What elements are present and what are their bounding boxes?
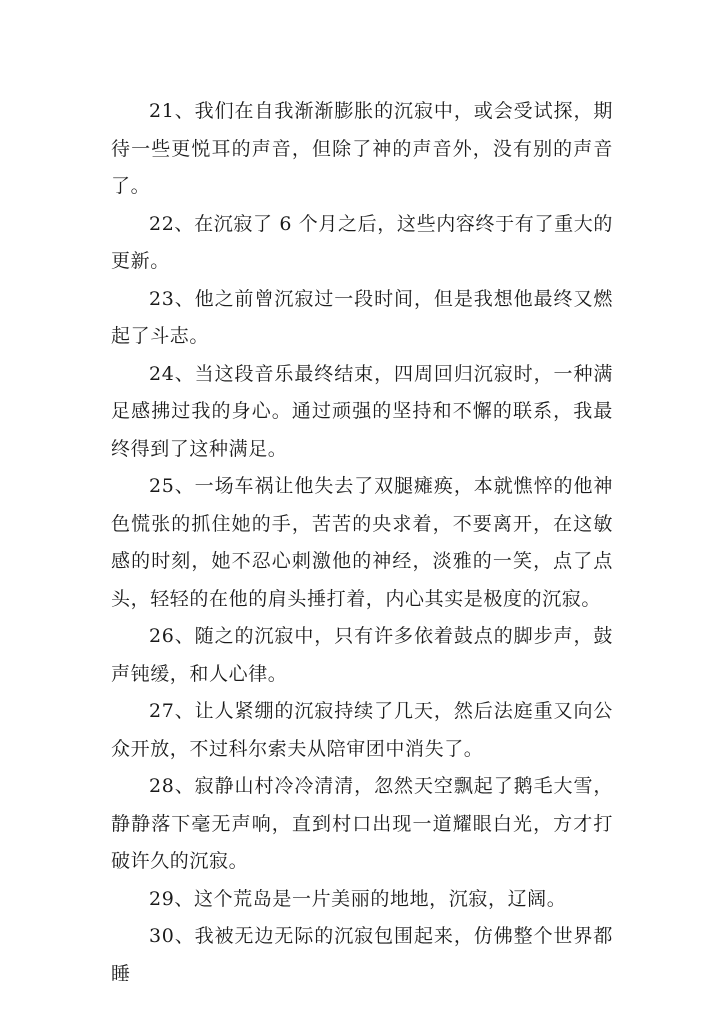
- paragraph-24: 24、当这段音乐最终结束，四周回归沉寂时，一种满足感拂过我的身心。通过顽强的坚持和不懈的联系，我最终得到了这种满足。: [111, 362, 613, 460]
- paragraph-26: 26、随之的沉寂中，只有许多依着鼓点的脚步声，鼓声钝缓，和人心律。: [111, 625, 613, 685]
- paragraph-27: 27、让人紧绷的沉寂持续了几天，然后法庭重又向公众开放，不过科尔索夫从陪审团中消失了。: [111, 700, 613, 760]
- paragraph-30: 30、我被无边无际的沉寂包围起来，仿佛整个世界都睡: [111, 925, 613, 985]
- paragraph-23: 23、他之前曾沉寂过一段时间，但是我想他最终又燃起了斗志。: [111, 287, 613, 347]
- paragraph-22: 22、在沉寂了 6 个月之后，这些内容终于有了重大的更新。: [111, 212, 613, 272]
- paragraph-29: 29、这个荒岛是一片美丽的地地，沉寂，辽阔。: [149, 887, 567, 910]
- paragraph-28: 28、寂静山村冷冷清清，忽然天空飘起了鹅毛大雪，静静落下毫无声响，直到村口出现一道耀眼白光，方才打破许久的沉寂。: [111, 775, 613, 872]
- paragraph-21: 21、我们在自我渐渐膨胀的沉寂中，或会受试探，期待一些更悦耳的声音，但除了神的声音外，没有别的声音了。: [111, 100, 613, 197]
- document-body: [111, 93, 613, 993]
- paragraph-25: 25、一场车祸让他失去了双腿瘫痪，本就憔悴的他神色慌张的抓住她的手，苦苦的央求着，不要离开，在这敏感的时刻，她不忍心刺激他的神经，淡雅的一笑，点了点头，轻轻的在他的肩头捶打着，内心其实是极度的沉寂。: [111, 475, 613, 610]
